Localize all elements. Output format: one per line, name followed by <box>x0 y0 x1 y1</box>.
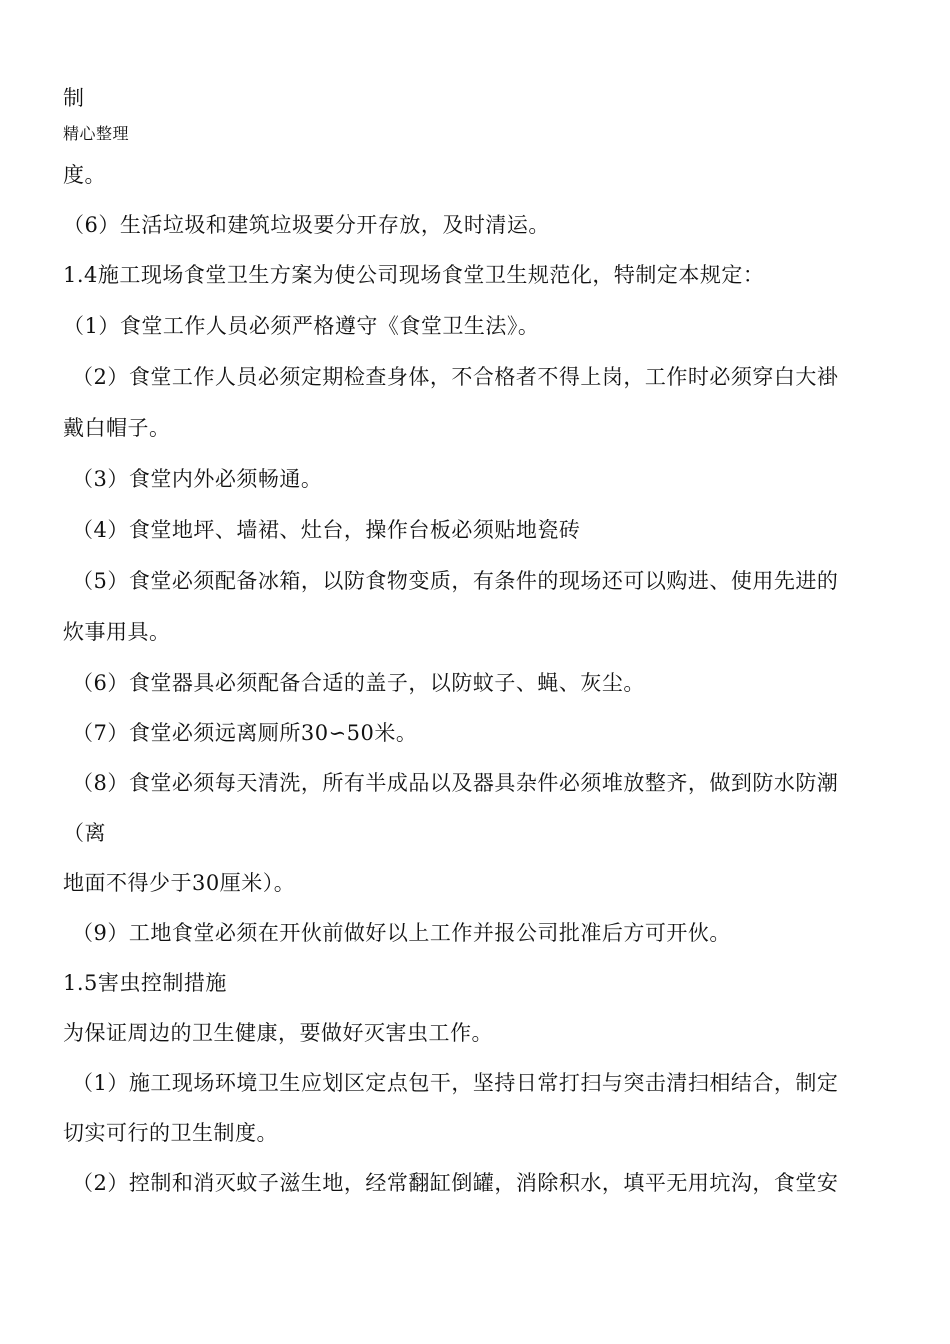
text-line: （2）控制和消灭蚊子滋生地，经常翻缸倒罐，消除积水，填平无用坑沟，食堂安 <box>72 1171 839 1195</box>
text-line: （8）食堂必须每天清洗，所有半成品以及器具杂件必须堆放整齐，做到防水防潮 <box>72 771 839 795</box>
text-line: 炊事用具。 <box>63 620 171 644</box>
section-heading: 1.5害虫控制措施 <box>63 971 227 995</box>
text-line: （6）生活垃圾和建筑垃圾要分开存放，及时清运。 <box>63 213 550 237</box>
text-line: 为保证周边的卫生健康，要做好灭害虫工作。 <box>63 1021 493 1045</box>
text-line: （1）食堂工作人员必须严格遵守《食堂卫生法》。 <box>63 314 540 338</box>
text-line: （9）工地食堂必须在开伙前做好以上工作并报公司批准后方可开伙。 <box>72 921 731 945</box>
header-char: 制 <box>63 86 85 110</box>
text-line: （3）食堂内外必须畅通。 <box>72 467 323 491</box>
text-line: （5）食堂必须配备冰箱，以防食物变质，有条件的现场还可以购进、使用先进的 <box>72 569 839 593</box>
text-line: 切实可行的卫生制度。 <box>63 1121 278 1145</box>
text-line: 度。 <box>63 163 106 187</box>
text-line: （2）食堂工作人员必须定期检查身体，不合格者不得上岗，工作时必须穿白大褂 <box>72 365 839 389</box>
watermark-text: 精心整理 <box>63 124 130 143</box>
text-line: （7）食堂必须远离厕所30∽50米。 <box>72 721 418 745</box>
text-line: （1）施工现场环境卫生应划区定点包干，坚持日常打扫与突击清扫相结合，制定 <box>72 1071 839 1095</box>
text-line: （4）食堂地坪、墙裙、灶台，操作台板必须贴地瓷砖 <box>72 518 581 542</box>
section-heading: 1.4施工现场食堂卫生方案为使公司现场食堂卫生规范化，特制定本规定： <box>63 263 765 287</box>
text-line: （离 <box>63 821 106 845</box>
text-line: 戴白帽子。 <box>63 416 171 440</box>
text-line: （6）食堂器具必须配备合适的盖子，以防蚊子、蝇、灰尘。 <box>72 671 645 695</box>
text-line: 地面不得少于30厘米）。 <box>63 871 296 895</box>
